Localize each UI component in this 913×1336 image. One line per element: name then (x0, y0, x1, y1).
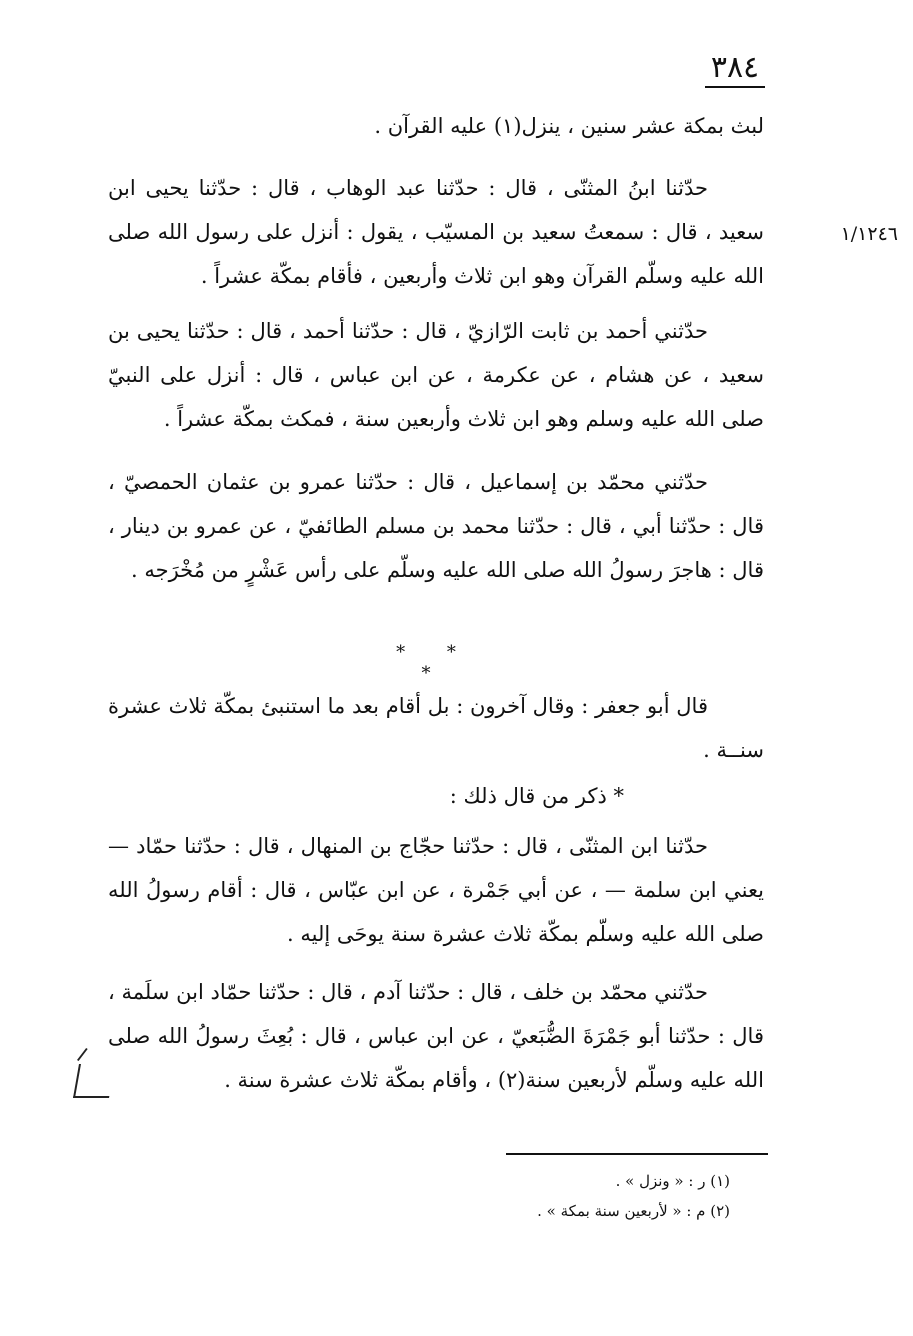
heading-text: * ذكر من قال ذلك : (449, 784, 624, 808)
handwritten-margin-mark (73, 1064, 115, 1098)
paragraph-hadith-3 (108, 460, 764, 592)
paragraph-text: حدّثني محمّد بن إسماعيل ، قال : حدّثنا عمرو بن عثمان الحمصيّ ، قال : حدّثنا أبي ، قال : حدّثنا محمد بن مسلم الطائفيّ ، عن عمرو بن دينار ، قال : هاجرَ رسولُ الله صلى الله عليه وسلّم على رأس عَشْرٍ من مُخْرَجه . (108, 470, 764, 582)
margin-reference: ١/١٢٤٦ (840, 223, 898, 245)
footnote-2: (٢) م : « لأربعين سنة بمكة » . (537, 1202, 730, 1220)
paragraph-text: قال أبو جعفر : وقال آخرون : بل أقام بعد ما استنبئ بمكّة ثلاث عشرة سنــة . (108, 694, 764, 762)
footnote-1: (١) ر : « ونزل » . (615, 1172, 730, 1190)
paragraph-continuation (108, 104, 764, 148)
paragraph-text: حدّثنا ابن المثنّى ، قال : حدّثنا حجّاج بن المنهال ، قال : حدّثنا حمّاد — يعني ابن سلمة — ، عن أبي جَمْرة ، عن ابن عبّاس ، قال : أقام رسولُ الله صلى الله عليه وسلّم بمكّة ثلاث عشرة سنة يوحَى إليه . (108, 834, 764, 946)
footnote-divider (506, 1153, 768, 1155)
paragraph-abu-jafar (108, 684, 764, 772)
paragraph-hadith-5 (108, 970, 764, 1102)
footnotes (420, 1166, 730, 1226)
page-number: ٣٨٤ (705, 50, 765, 88)
paragraph-hadith-4 (108, 824, 764, 956)
paragraph-hadith-1 (108, 166, 764, 298)
section-separator: * * * (396, 642, 474, 684)
paragraph-text: حدّثني أحمد بن ثابت الرّازيّ ، قال : حدّثنا أحمد ، قال : حدّثنا يحيى بن سعيد ، عن هشام ، عن عكرمة ، عن ابن عباس ، قال : أنزل على النبيّ صلى الله عليه وسلم وهو ابن ثلاث وأربعين سنة ، فمكث بمكّة عشراً . (108, 319, 764, 431)
paragraph-text: حدّثنا ابنُ المثنّى ، قال : حدّثنا عبد الوهاب ، قال : حدّثنا يحيى ابن سعيد ، قال : سمعتُ سعيد بن المسيّب ، يقول : أنزل على رسول الله صلى الله عليه وسلّم القرآن وهو ابن ثلاث وأربعين ، فأقام بمكّة عشراً . (108, 176, 764, 288)
paragraph-text: لبث بمكة عشر سنين ، ينزل(١) عليه القرآن . (374, 114, 764, 138)
paragraph-text: حدّثني محمّد بن خلف ، قال : حدّثنا آدم ، قال : حدّثنا حمّاد ابن سلَمة ، قال : حدّثنا أبو جَمْرَةَ الضُّبَعيّ ، عن ابن عباس ، قال : بُعِثَ رسولُ الله صلى الله عليه وسلّم لأربعين سنة(٢) ، وأقام بمكّة ثلاث عشرة سنة . (108, 980, 764, 1092)
section-heading (108, 774, 764, 818)
paragraph-hadith-2 (108, 309, 764, 441)
